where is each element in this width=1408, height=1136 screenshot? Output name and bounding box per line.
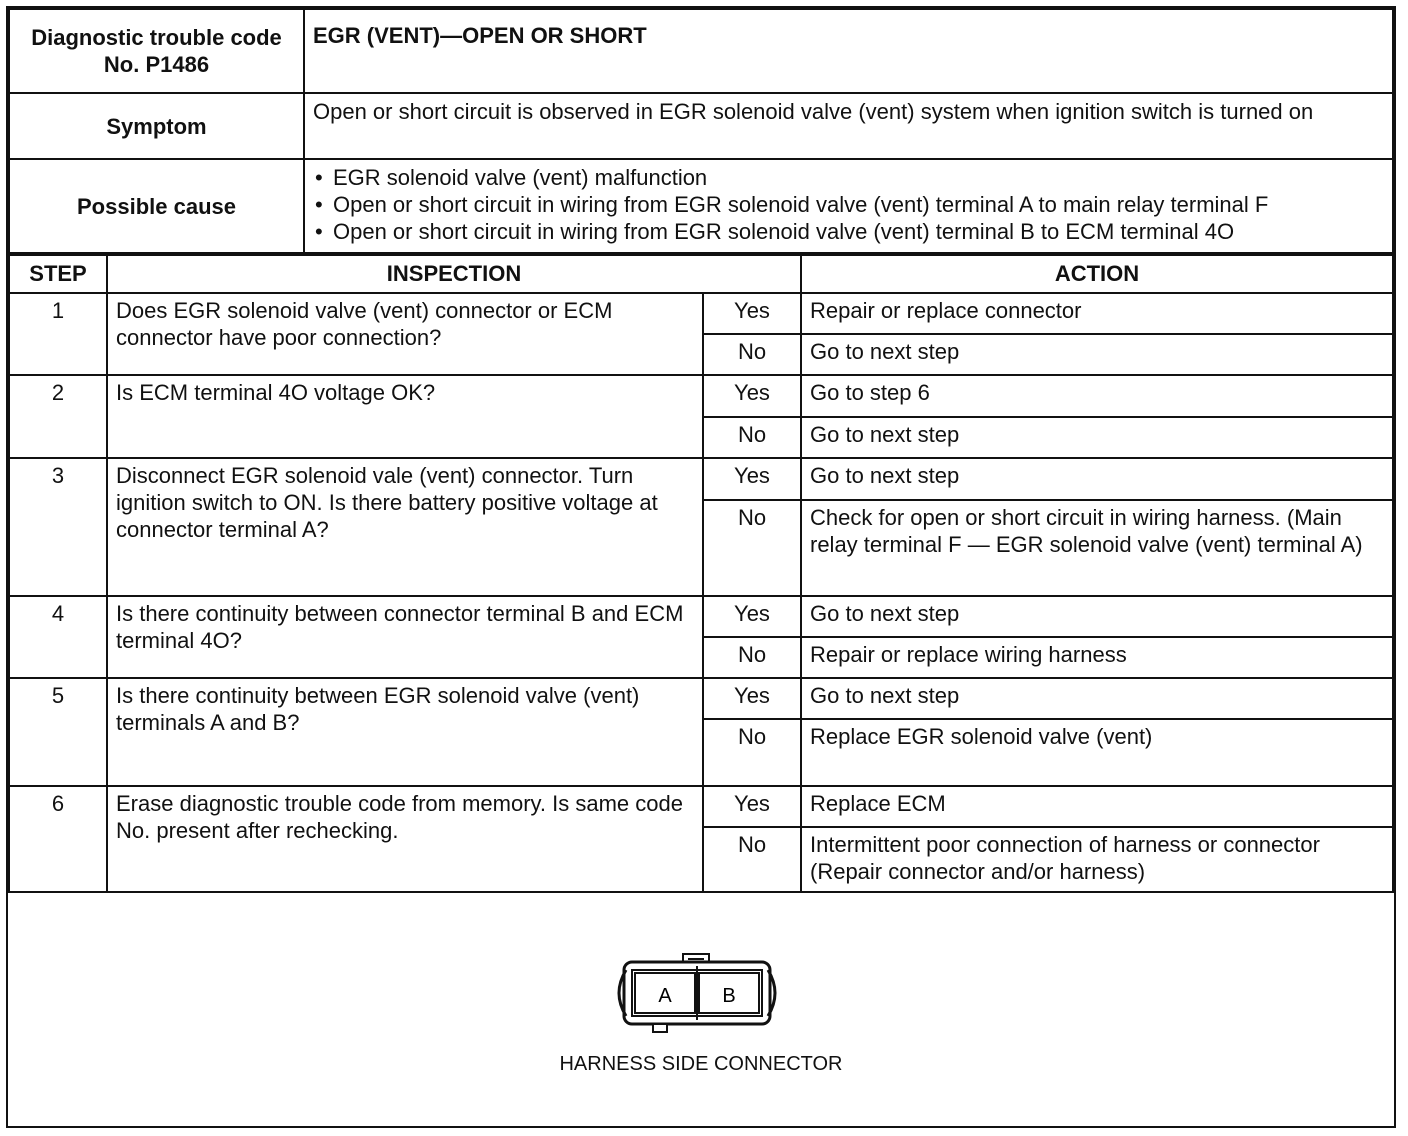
header-table	[8, 8, 1394, 254]
symptom-text: Open or short circuit is observed in EGR solenoid valve (vent) system when ignition switch is turned on	[304, 93, 1393, 159]
yes-label: Yes	[703, 293, 801, 334]
no-action: Go to next step	[801, 334, 1393, 375]
table-row	[9, 375, 1393, 417]
connector-diagram	[8, 890, 1394, 1126]
code-label: Diagnostic trouble code No. P1486	[9, 9, 304, 93]
table-row	[9, 596, 1393, 637]
inspection-text: Is there continuity between connector terminal B and ECM terminal 4O?	[107, 596, 703, 678]
step-number: 4	[9, 596, 107, 678]
inspection-column-header: INSPECTION	[107, 255, 801, 293]
inspection-text: Disconnect EGR solenoid vale (vent) connector. Turn ignition switch to ON. Is there battery positive voltage at connector terminal A?	[107, 458, 703, 596]
yes-label: Yes	[703, 458, 801, 500]
step-number: 1	[9, 293, 107, 375]
connector-caption: HARNESS SIDE CONNECTOR	[559, 1053, 843, 1075]
table-row	[9, 293, 1393, 334]
table-row	[9, 458, 1393, 500]
yes-label: Yes	[703, 375, 801, 417]
diagnostic-page	[6, 6, 1396, 1128]
table-row	[9, 786, 1393, 827]
cause-item: • EGR solenoid valve (vent) malfunction	[309, 164, 1388, 191]
harness-connector-icon	[8, 890, 1394, 1050]
no-label: No	[703, 500, 801, 596]
no-label: No	[703, 719, 801, 786]
inspection-text: Is there continuity between EGR solenoid valve (vent) terminals A and B?	[107, 678, 703, 786]
action-column-header: ACTION	[801, 255, 1393, 293]
terminal-a-label: A	[658, 985, 672, 1007]
step-number: 6	[9, 786, 107, 892]
yes-action: Go to step 6	[801, 375, 1393, 417]
inspection-text: Does EGR solenoid valve (vent) connector or ECM connector have poor connection?	[107, 293, 703, 375]
no-label: No	[703, 417, 801, 458]
yes-label: Yes	[703, 786, 801, 827]
steps-table	[8, 254, 1394, 893]
step-number: 3	[9, 458, 107, 596]
cause-item: • Open or short circuit in wiring from EGR solenoid valve (vent) terminal B to ECM terminal 4O	[309, 218, 1388, 245]
cause-list	[309, 164, 1388, 245]
page-title: EGR (VENT)—OPEN OR SHORT	[304, 9, 1393, 93]
step-column-header: STEP	[9, 255, 107, 293]
step-number: 5	[9, 678, 107, 786]
no-label: No	[703, 334, 801, 375]
inspection-text: Is ECM terminal 4O voltage OK?	[107, 375, 703, 458]
no-label: No	[703, 637, 801, 678]
table-row	[9, 678, 1393, 719]
yes-label: Yes	[703, 596, 801, 637]
cause-label: Possible cause	[9, 159, 304, 253]
no-action: Repair or replace wiring harness	[801, 637, 1393, 678]
yes-action: Go to next step	[801, 678, 1393, 719]
no-action: Check for open or short circuit in wiring harness. (Main relay terminal F — EGR solenoid valve (vent) terminal A)	[801, 500, 1393, 596]
yes-label: Yes	[703, 678, 801, 719]
cause-item: • Open or short circuit in wiring from EGR solenoid valve (vent) terminal A to main relay terminal F	[309, 191, 1388, 218]
symptom-label: Symptom	[9, 93, 304, 159]
step-number: 2	[9, 375, 107, 458]
yes-action: Go to next step	[801, 596, 1393, 637]
no-action: Intermittent poor connection of harness or connector (Repair connector and/or harness)	[801, 827, 1393, 892]
no-label: No	[703, 827, 801, 892]
yes-action: Repair or replace connector	[801, 293, 1393, 334]
inspection-text: Erase diagnostic trouble code from memory. Is same code No. present after rechecking.	[107, 786, 703, 892]
no-action: Go to next step	[801, 417, 1393, 458]
terminal-b-label: B	[722, 985, 736, 1007]
yes-action: Replace ECM	[801, 786, 1393, 827]
yes-action: Go to next step	[801, 458, 1393, 500]
no-action: Replace EGR solenoid valve (vent)	[801, 719, 1393, 786]
cause-list-cell	[304, 159, 1393, 253]
